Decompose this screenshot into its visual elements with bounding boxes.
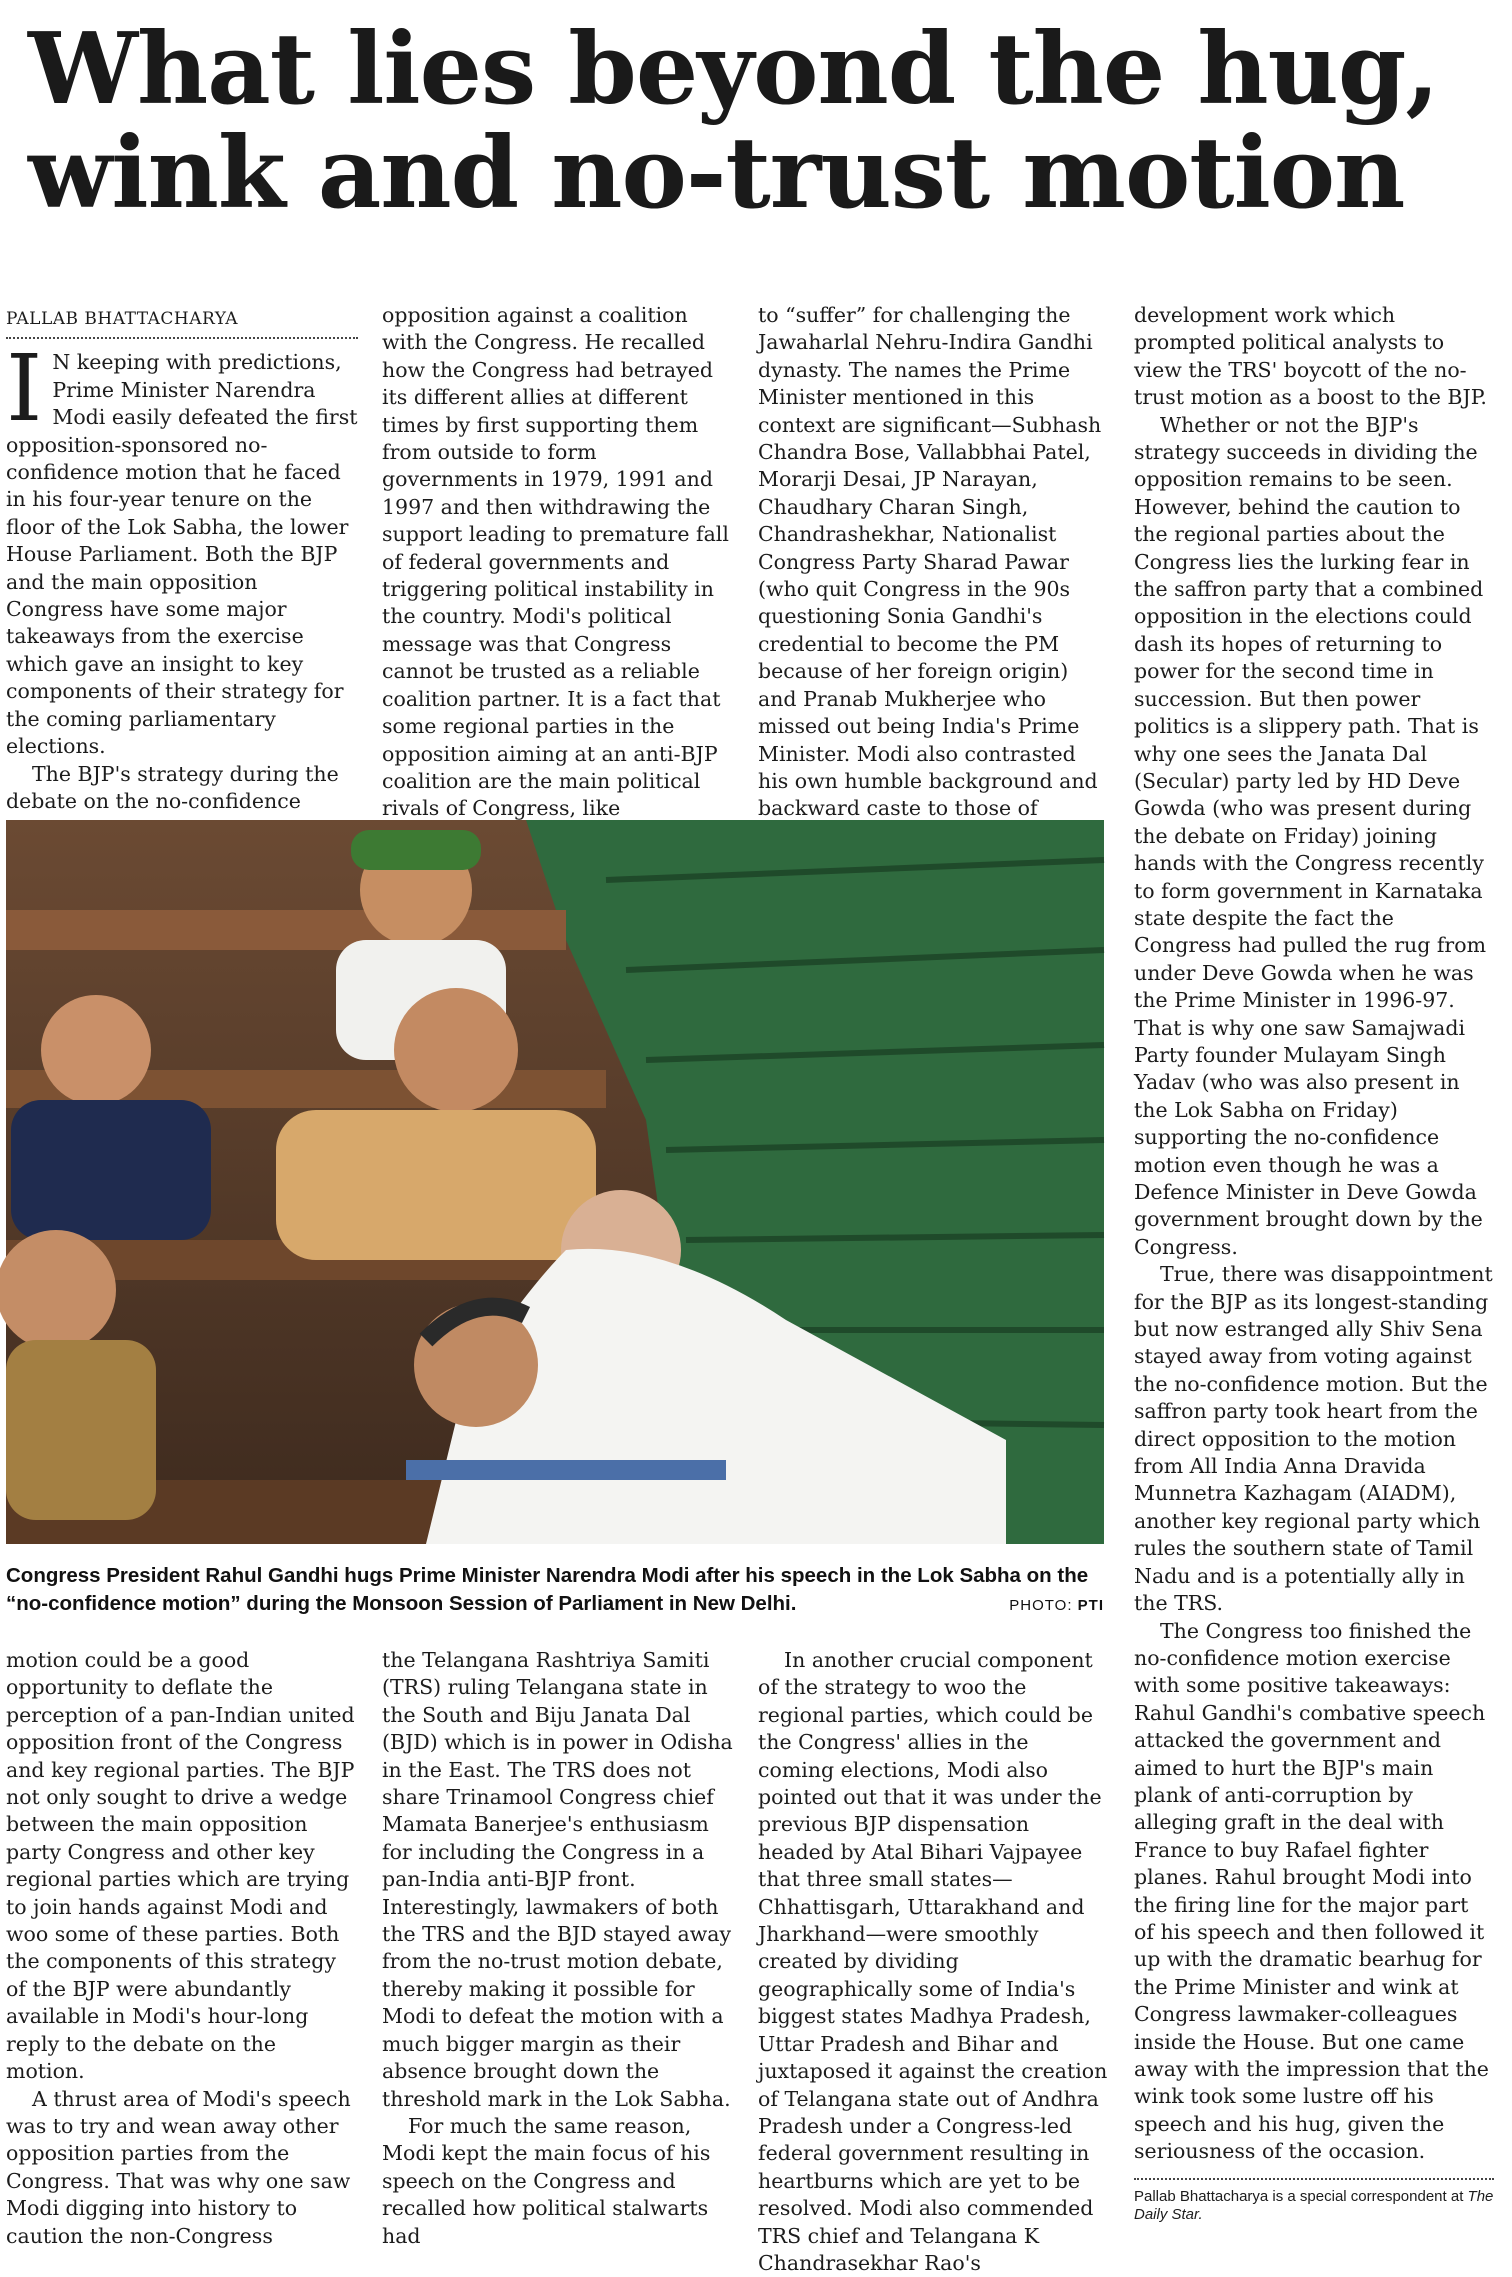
top-column-2: [382, 302, 734, 821]
paragraph: True, there was disappointment for the BJP as its longest-standing but now estranged ally Shiv Sena stayed away from voting against the no-confidence motion. But the saffron party took heart from the direct opposition to the motion from All India Anna Dravida Munnetra Kazhagam (AIADM), another key regional party which rules the southern state of Tamil Nadu and is a potentially ally in the TRS.: [1134, 1262, 1493, 1616]
paragraph: the Telangana Rashtriya Samiti (TRS) ruling Telangana state in the South and Biju Janata Dal (BJD) which is in power in Odisha in the East. The TRS does not share Trinamool Congress chief Mamata Banerjee's enthusiasm for including the Congress in a pan-India anti-BJP front. Interestingly, lawmakers of both the TRS and the BJD stayed away from the no-trust motion debate, thereby making it possible for Modi to defeat the motion with a much bigger margin as their absence brought down the threshold mark in the Lok Sabha.: [382, 1648, 733, 2111]
paragraph: The Congress too finished the no-confidence motion exercise with some positive takeaways: Rahul Gandhi's combative speech attacked the government and aimed to hurt the BJP's main plank of anti-corruption by alleging graft in the deal with France to buy Rafael fighter planes. Rahul brought Modi into the firing line for the major part of his speech and then followed it up with the dramatic bearhug for the Prime Minister and wink at Congress lawmaker-colleagues inside the House. But one came away with the impression that the wink took some lustre off his speech and his hug, given the seriousness of the occasion.: [1134, 1618, 1489, 2164]
paragraph: development work which prompted political analysts to view the TRS' boycott of the no-trust motion as a boost to the BJP.: [1134, 303, 1487, 410]
byline: PALLAB BHATTACHARYA: [6, 306, 358, 339]
paragraph: The BJP's strategy during the debate on the no-confidence: [6, 761, 339, 813]
credit-label: PHOTO:: [1009, 1597, 1073, 1614]
news-photo: [6, 820, 1104, 1544]
paragraph: motion could be a good opportunity to deflate the perception of a pan-Indian united opposition front of the Congress and key regional parties. The BJP not only sought to drive a wedge between the main opposition party Congress and other key regional parties which are trying to join hands against Modi and woo some of these parties. Both the components of this strategy of the BJP were abundantly available in Modi's hour-long reply to the debate on the motion.: [6, 1648, 355, 2084]
paragraph: A thrust area of Modi's speech was to try and wean away other opposition parties from the Congress. That was why one saw Modi digging into history to caution the non-Congress: [6, 2086, 351, 2248]
headline-line-1: What lies beyond the hug,: [28, 12, 1439, 127]
footnote-publication: The Daily Star.: [1134, 2187, 1494, 2223]
drop-cap: I: [6, 335, 43, 443]
headline-line-2: wink and no-trust motion: [28, 116, 1405, 231]
paragraph: to “suffer” for challenging the Jawaharlal Nehru-Indira Gandhi dynasty. The names the Prime Minister mentioned in this context are significant—Subhash Chandra Bose, Vallabbhai Patel, Morarji Desai, JP Narayan, Chaudhary Charan Singh, Chandrashekhar, Nationalist Congress Party Sharad Pawar (who quit Congress in the 90s questioning Sonia Gandhi's credential to become the PM because of her foreign origin) and Pranab Mukherjee who missed out being India's Prime Minister. Modi also contrasted his own humble background and backward caste to those of: [758, 303, 1102, 821]
caption-text: Congress President Rahul Gandhi hugs Prime Minister Narendra Modi after his speech in the Lok Sabha on the “no-confidence motion” during the Monsoon Session of Parliament in New Delhi.: [6, 1564, 1089, 1615]
bottom-column-2: [382, 1647, 734, 2248]
paragraph-text: N keeping with predictions, Prime Minister Narendra Modi easily defeated the first opposition-sponsored no-confidence motion that he faced in his four-year tenure on the floor of the Lok Sabha, the lower House Parliament. Both the BJP and the main opposition Congress have some major takeaways from the exercise which gave an insight to key components of their strategy for the coming parliamentary elections.: [6, 350, 358, 759]
footnote-text: Pallab Bhattacharya is a special correspondent at: [1134, 2187, 1468, 2205]
right-column: [1134, 302, 1494, 2223]
top-column-1: [6, 306, 358, 813]
bottom-column-1: [6, 1647, 358, 2248]
paragraph: For much the same reason, Modi kept the main focus of his speech on the Congress and recalled how political stalwarts had: [382, 2113, 711, 2248]
credit-source: PTI: [1077, 1597, 1104, 1614]
photo-credit: [1009, 1592, 1104, 1620]
headline: [28, 12, 1488, 231]
author-footnote: [1134, 2178, 1494, 2224]
paragraph: opposition against a coalition with the Congress. He recalled how the Congress had betrayed its different allies at different times by first supporting them from outside to form governments in 1979, 1991 and 1997 and then withdrawing the support leading to premature fall of federal governments and triggering political instability in the country. Modi's political message was that Congress cannot be trusted as a reliable coalition partner. It is a fact that some regional parties in the opposition aiming at an anti-BJP coalition are the main political rivals of Congress, like: [382, 303, 729, 821]
parliament-hug-illustration: [6, 820, 1104, 1544]
top-column-3: [758, 302, 1110, 821]
photo-caption: [6, 1562, 1104, 1620]
paragraph: In another crucial component of the strategy to woo the regional parties, which could be the Congress' allies in the coming elections, Modi also pointed out that it was under the previous BJP dispensation headed by Atal Bihari Vajpayee that three small states—Chhattisgarh, Uttarakhand and Jharkhand—were smoothly created by dividing geographically some of India's biggest states Madhya Pradesh, Uttar Pradesh and Bihar and juxtaposed it against the creation of Telangana state out of Andhra Pradesh under a Congress-led federal government resulting in heartburns which are yet to be resolved. Modi also commended TRS chief and Telangana K Chandrasekhar Rao's: [758, 1648, 1108, 2275]
paragraph: [6, 335, 358, 760]
bottom-column-3: [758, 1647, 1110, 2275]
paragraph: Whether or not the BJP's strategy succeeds in dividing the opposition remains to be seen. However, behind the caution to the regional parties about the Congress lies the lurking fear in the saffron party that a combined opposition in the elections could dash its hopes of returning to power for the second time in succession. But then power politics is a slippery path. That is why one sees the Janata Dal (Secular) party led by HD Deve Gowda (who was present during the debate on Friday) joining hands with the Congress recently to form government in Karnataka state despite the fact the Congress had pulled the rug from under Deve Gowda when he was the Prime Minister in 1996-97. That is why one saw Samajwadi Party founder Mulayam Singh Yadav (who was also present in the Lok Sabha on Friday) supporting the no-confidence motion even though he was a Defence Minister in Deve Gowda government brought down by the Congress.: [1134, 412, 1487, 1259]
